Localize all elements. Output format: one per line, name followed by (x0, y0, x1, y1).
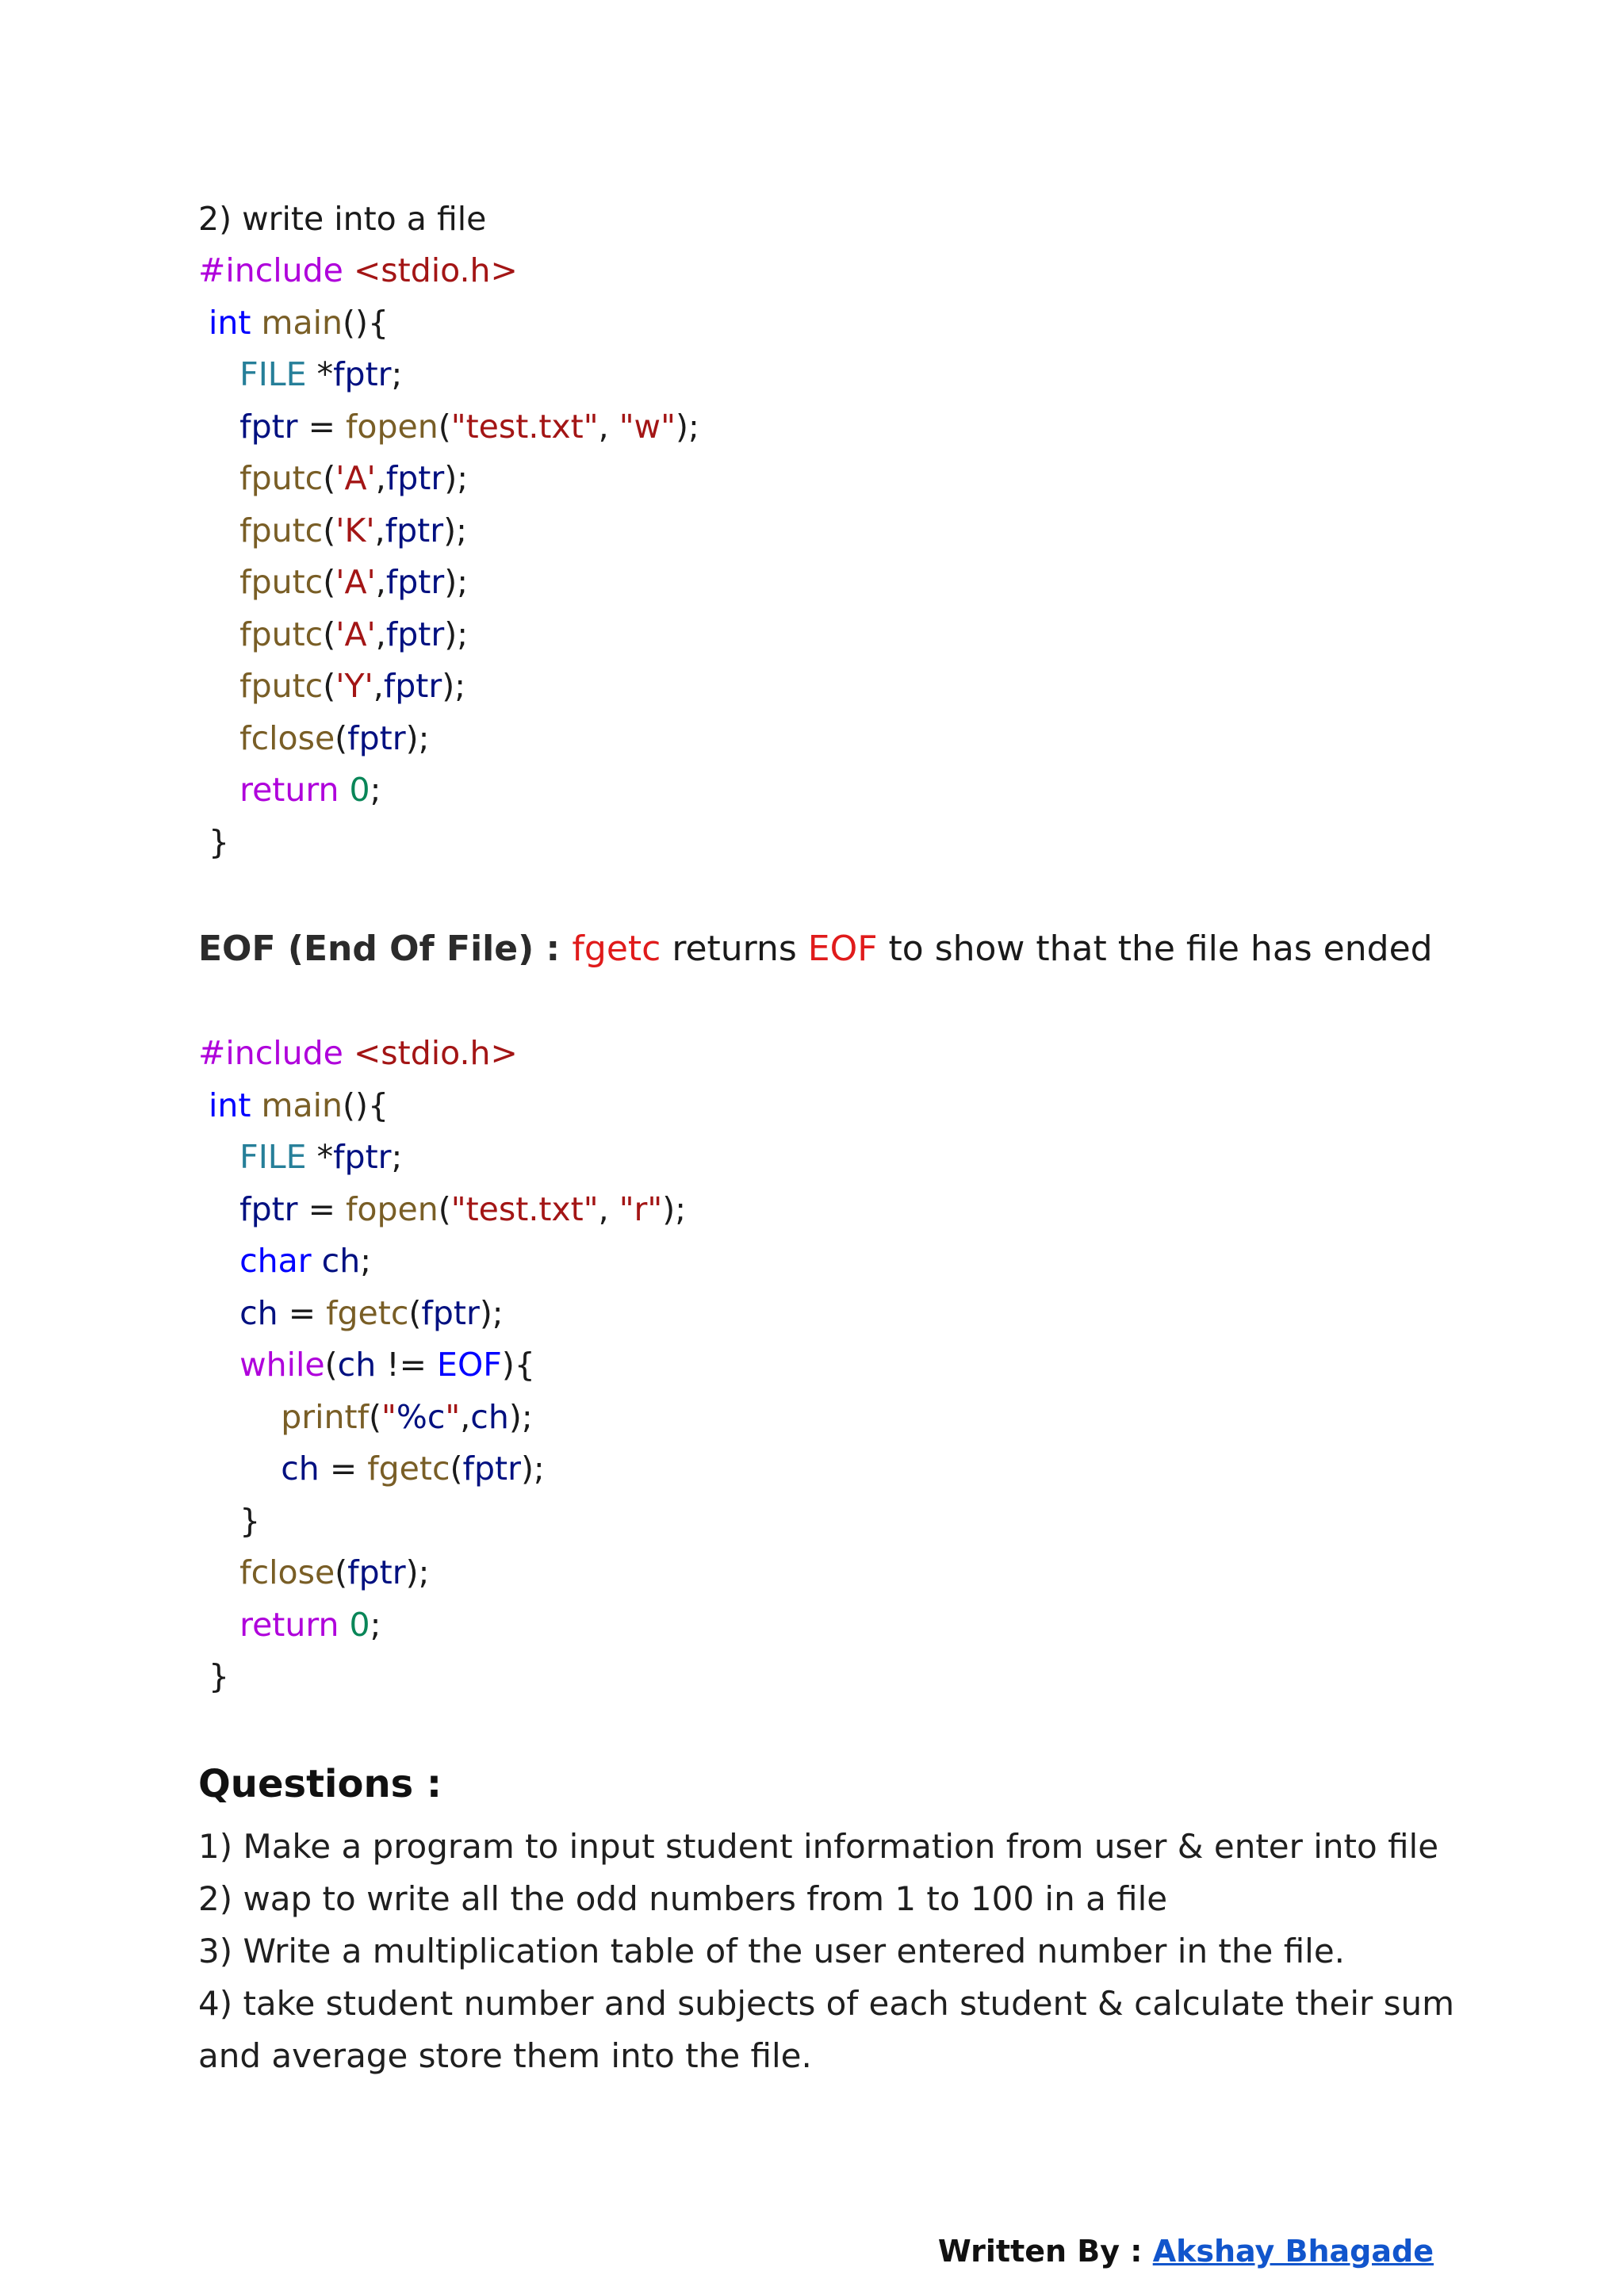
code-token: "test.txt" (450, 407, 599, 446)
code-token: , (373, 667, 384, 705)
code-token: #include (198, 251, 343, 289)
code-token: 'K' (335, 511, 375, 550)
code-token: 0 (349, 771, 370, 809)
code-token: = (297, 407, 346, 446)
code-token: ( (335, 1553, 348, 1591)
question-item: 2) wap to write all the odd numbers from 1 to 100 in a file (198, 1879, 1168, 1918)
code-token: ); (442, 667, 466, 705)
eof-fn: fgetc (572, 929, 661, 969)
code-token: "w" (619, 407, 676, 446)
code-token: fptr (347, 718, 406, 757)
code-write-line (198, 556, 468, 608)
code-token: , (460, 1397, 471, 1436)
code-token: } (198, 1657, 230, 1695)
code-token: ( (335, 718, 348, 757)
code-token: fputc (198, 563, 324, 601)
code-token: (){ (342, 303, 389, 342)
code-write-line (198, 244, 518, 297)
code-token: , (375, 615, 386, 653)
code-write-line (198, 297, 389, 349)
code-token: ( (408, 1293, 422, 1332)
code-token: fputc (198, 667, 324, 705)
code-token: ; (391, 355, 403, 393)
code-token: , (374, 511, 385, 550)
code-write-line (198, 504, 467, 557)
code-token: ch (311, 1242, 361, 1280)
code-token: ( (438, 1189, 451, 1228)
code-token: fptr (198, 407, 298, 446)
code-token: 'Y' (335, 667, 373, 705)
code-token: ( (323, 615, 336, 653)
code-token: ); (444, 563, 469, 601)
code-token: (){ (342, 1086, 389, 1124)
code-token: main (251, 303, 343, 342)
code-token: main (251, 1086, 343, 1124)
code-token: fputc (198, 511, 324, 550)
code-token: ); (508, 1397, 533, 1436)
code-token: ( (450, 1450, 463, 1488)
code-read-line (198, 1131, 402, 1183)
code-token: ch (198, 1450, 320, 1488)
code-token: fputc (198, 459, 324, 497)
question-item: 4) take student number and subjects of each student & calculate their sum (198, 1984, 1455, 2023)
code-token: ){ (501, 1346, 535, 1384)
code-token (339, 771, 350, 809)
code-write-line (198, 816, 229, 868)
code-token: #include (198, 1034, 343, 1072)
code-read-line (198, 1391, 533, 1443)
code-token: } (198, 1501, 261, 1540)
credit-line (938, 2234, 1434, 2269)
code-token: ); (662, 1189, 687, 1228)
code-token: fptr (347, 1553, 406, 1591)
code-token: fptr (385, 511, 444, 550)
code-read-line (198, 1599, 381, 1651)
code-token: ( (323, 563, 336, 601)
code-token: ( (323, 667, 336, 705)
code-token: ; (391, 1138, 403, 1176)
code-token: 'A' (335, 459, 376, 497)
code-token: ); (405, 1553, 430, 1591)
code-token: ( (323, 511, 336, 550)
code-read-line (198, 1338, 535, 1391)
code-token: * (306, 355, 334, 393)
code-token: ( (323, 459, 336, 497)
code-token: ( (438, 407, 451, 446)
code-token: ); (444, 459, 469, 497)
section1-title: 2) write into a file (198, 200, 487, 238)
code-token: 0 (349, 1605, 370, 1644)
code-token: = (319, 1450, 368, 1488)
code-token: " (381, 1397, 396, 1436)
code-token: ch (337, 1346, 377, 1384)
code-token: fgetc (367, 1450, 450, 1488)
code-token: fclose (198, 718, 335, 757)
code-token: fptr (383, 667, 442, 705)
code-token: , (375, 563, 386, 601)
code-token: , (598, 1189, 619, 1228)
code-write-line (198, 660, 465, 712)
code-token: 'A' (335, 615, 376, 653)
eof-kw: EOF (807, 929, 878, 969)
code-token: = (278, 1293, 327, 1332)
eof-label: EOF (End Of File) : (198, 929, 573, 969)
code-token: "r" (619, 1189, 663, 1228)
code-token: ; (370, 771, 381, 809)
code-token: * (306, 1138, 334, 1176)
code-token: fptr (333, 355, 392, 393)
code-write-line (198, 764, 381, 816)
code-token: EOF (437, 1346, 502, 1384)
code-token: , (375, 459, 386, 497)
code-read-line (198, 1287, 504, 1339)
code-token: } (198, 822, 230, 861)
code-token (339, 1606, 350, 1644)
code-read-line (198, 1079, 389, 1132)
question-item: 3) Write a multiplication table of the user entered number in the file. (198, 1932, 1346, 1970)
code-token: ); (675, 407, 699, 446)
code-token: int (198, 303, 251, 342)
code-token: fclose (198, 1553, 335, 1591)
question-item: 1) Make a program to input student information from user & enter into file (198, 1827, 1439, 1866)
code-token: return (198, 771, 339, 809)
code-token: " (445, 1397, 461, 1436)
code-token: printf (198, 1397, 370, 1436)
code-read-line (198, 1546, 429, 1599)
code-token: fptr (385, 459, 445, 497)
code-read-line (198, 1442, 545, 1495)
code-read-line (198, 1650, 229, 1702)
eof-rest: to show that the file has ended (877, 929, 1433, 969)
eof-mid: returns (661, 929, 808, 969)
code-token: int (198, 1086, 251, 1124)
question-item: and average store them into the file. (198, 2036, 812, 2075)
code-token: fptr (421, 1293, 480, 1332)
code-token: fopen (345, 1189, 439, 1228)
code-token: return (198, 1605, 339, 1644)
eof-heading (198, 923, 1433, 975)
code-read-line (198, 1495, 260, 1547)
code-token: ; (360, 1242, 372, 1280)
code-write-line (198, 608, 468, 661)
code-token: <stdio.h> (343, 251, 518, 289)
code-write-line (198, 400, 699, 453)
code-token: char (198, 1242, 312, 1280)
code-read-line (198, 1027, 518, 1079)
code-write-line (198, 712, 429, 764)
code-token: fptr (198, 1189, 298, 1228)
code-token: %c (396, 1397, 446, 1436)
code-token: fptr (385, 615, 445, 653)
code-write-line (198, 348, 402, 400)
code-token: FILE (198, 1138, 307, 1176)
code-token: 'A' (335, 563, 376, 601)
credit-label: Written By : (937, 2234, 1153, 2269)
author-link[interactable]: Akshay Bhagade (1152, 2234, 1434, 2269)
code-token: <stdio.h> (343, 1034, 518, 1072)
code-token: ( (324, 1346, 338, 1384)
code-read-line (198, 1183, 686, 1235)
code-token: "test.txt" (450, 1189, 599, 1228)
code-token: FILE (198, 355, 307, 393)
code-token: ); (520, 1450, 545, 1488)
code-token: fptr (462, 1450, 521, 1488)
code-token: ch (470, 1397, 509, 1436)
code-token: fptr (333, 1138, 392, 1176)
code-token: fptr (385, 563, 445, 601)
code-token: != (376, 1346, 438, 1384)
code-token: ); (444, 615, 469, 653)
code-token: = (297, 1189, 346, 1228)
code-write-line (198, 452, 468, 504)
code-token: , (598, 407, 619, 446)
code-token: fopen (345, 407, 439, 446)
code-token: ch (198, 1293, 278, 1332)
code-token: ); (443, 511, 467, 550)
code-token: while (198, 1346, 325, 1384)
code-token: fgetc (326, 1293, 409, 1332)
code-token: ); (405, 718, 430, 757)
code-token: fputc (198, 615, 324, 653)
code-token: ); (479, 1293, 504, 1332)
code-token: ( (369, 1397, 382, 1436)
code-token: ; (370, 1605, 381, 1644)
code-read-line (198, 1235, 371, 1287)
questions-title: Questions : (198, 1762, 442, 1806)
